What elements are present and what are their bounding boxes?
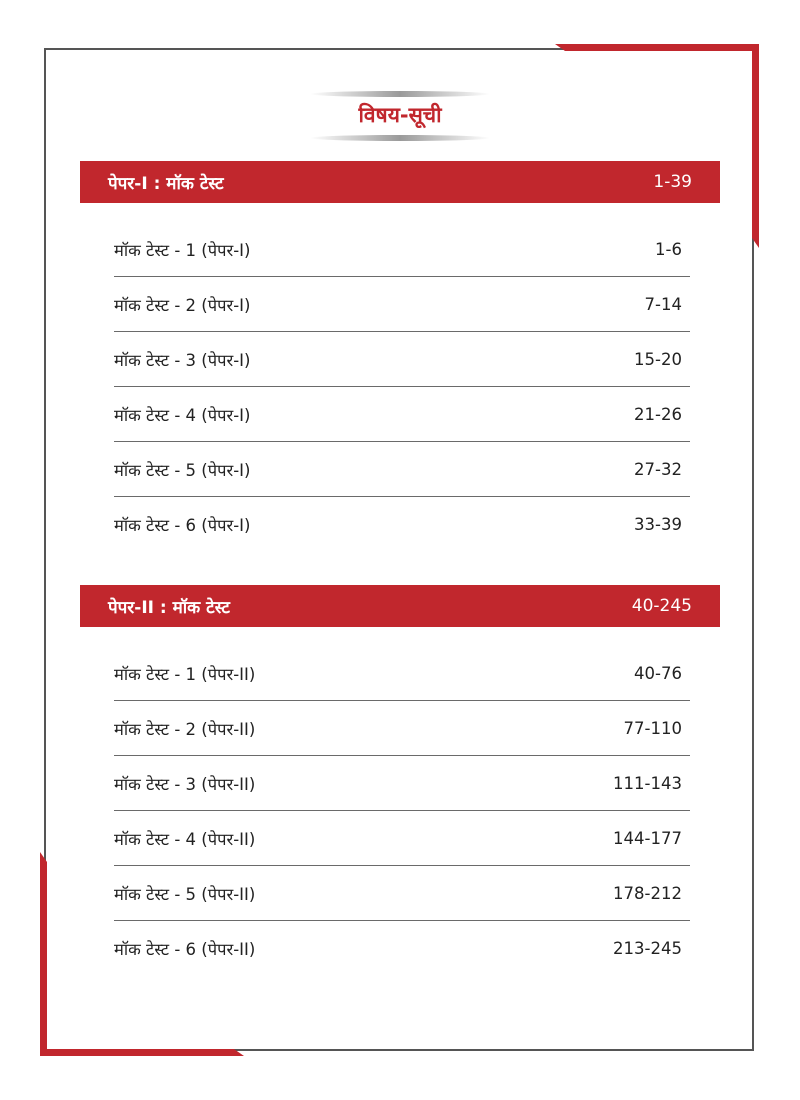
- toc-entry-page-range: 111-143: [613, 773, 682, 793]
- section-title: पेपर-II : मॉक टेस्ट: [108, 597, 230, 618]
- toc-entry-label: मॉक टेस्ट - 1 (पेपर-I): [114, 240, 251, 260]
- toc-entry-page-range: 1-6: [655, 239, 682, 259]
- section-page-range: 40-245: [631, 596, 692, 616]
- toc-entry[interactable]: [114, 387, 690, 442]
- section-page-range: 1-39: [653, 172, 692, 192]
- toc-entry-page-range: 33-39: [634, 515, 682, 534]
- toc-entry[interactable]: [114, 756, 690, 811]
- toc-entry-label: मॉक टेस्ट - 2 (पेपर-I): [114, 295, 251, 315]
- toc-entry-label: मॉक टेस्ट - 4 (पेपर-I): [114, 405, 251, 425]
- toc-entry-label: मॉक टेस्ट - 2 (पेपर-II): [114, 719, 256, 739]
- section-header-paper-2: [80, 585, 720, 627]
- toc-entry[interactable]: [114, 921, 690, 976]
- toc-entry-label: मॉक टेस्ट - 6 (पेपर-I): [114, 516, 251, 535]
- title-divider-top: [310, 91, 490, 97]
- toc-entry-label: मॉक टेस्ट - 1 (पेपर-II): [114, 664, 256, 684]
- toc-list-paper-2: [114, 646, 690, 976]
- toc-entry-page-range: 21-26: [634, 404, 682, 424]
- toc-entry-label: मॉक टेस्ट - 3 (पेपर-I): [114, 350, 251, 370]
- toc-entry-page-range: 178-212: [613, 883, 682, 903]
- toc-entry[interactable]: [114, 701, 690, 756]
- toc-entry[interactable]: [114, 646, 690, 701]
- section-title: पेपर-I : मॉक टेस्ट: [108, 173, 224, 194]
- toc-entry[interactable]: [114, 442, 690, 497]
- toc-list-paper-1: [114, 222, 690, 552]
- title-divider-bottom: [310, 135, 490, 141]
- toc-entry-label: मॉक टेस्ट - 6 (पेपर-II): [114, 940, 256, 959]
- toc-entry[interactable]: [114, 222, 690, 277]
- page-title: विषय-सूची: [358, 103, 442, 127]
- corner-accent-bottom-vertical: [40, 852, 47, 1056]
- corner-accent-top-vertical: [752, 44, 759, 248]
- toc-entry[interactable]: [114, 866, 690, 921]
- toc-entry-page-range: 213-245: [613, 939, 682, 958]
- toc-entry-label: मॉक टेस्ट - 4 (पेपर-II): [114, 829, 256, 849]
- toc-entry[interactable]: [114, 332, 690, 387]
- toc-entry[interactable]: [114, 497, 690, 552]
- toc-entry[interactable]: [114, 811, 690, 866]
- corner-accent-bottom-horizontal: [40, 1049, 244, 1056]
- toc-entry-page-range: 15-20: [634, 349, 682, 369]
- page-title-block: [310, 88, 490, 144]
- section-header-paper-1: [80, 161, 720, 203]
- toc-entry-label: मॉक टेस्ट - 5 (पेपर-I): [114, 460, 251, 480]
- corner-accent-top-horizontal: [555, 44, 759, 51]
- toc-entry-page-range: 77-110: [623, 718, 682, 738]
- toc-entry[interactable]: [114, 277, 690, 332]
- toc-entry-label: मॉक टेस्ट - 5 (पेपर-II): [114, 884, 256, 904]
- toc-entry-page-range: 27-32: [634, 459, 682, 479]
- toc-entry-page-range: 7-14: [644, 294, 682, 314]
- toc-entry-page-range: 40-76: [634, 663, 682, 683]
- toc-entry-page-range: 144-177: [613, 828, 682, 848]
- toc-entry-label: मॉक टेस्ट - 3 (पेपर-II): [114, 774, 256, 794]
